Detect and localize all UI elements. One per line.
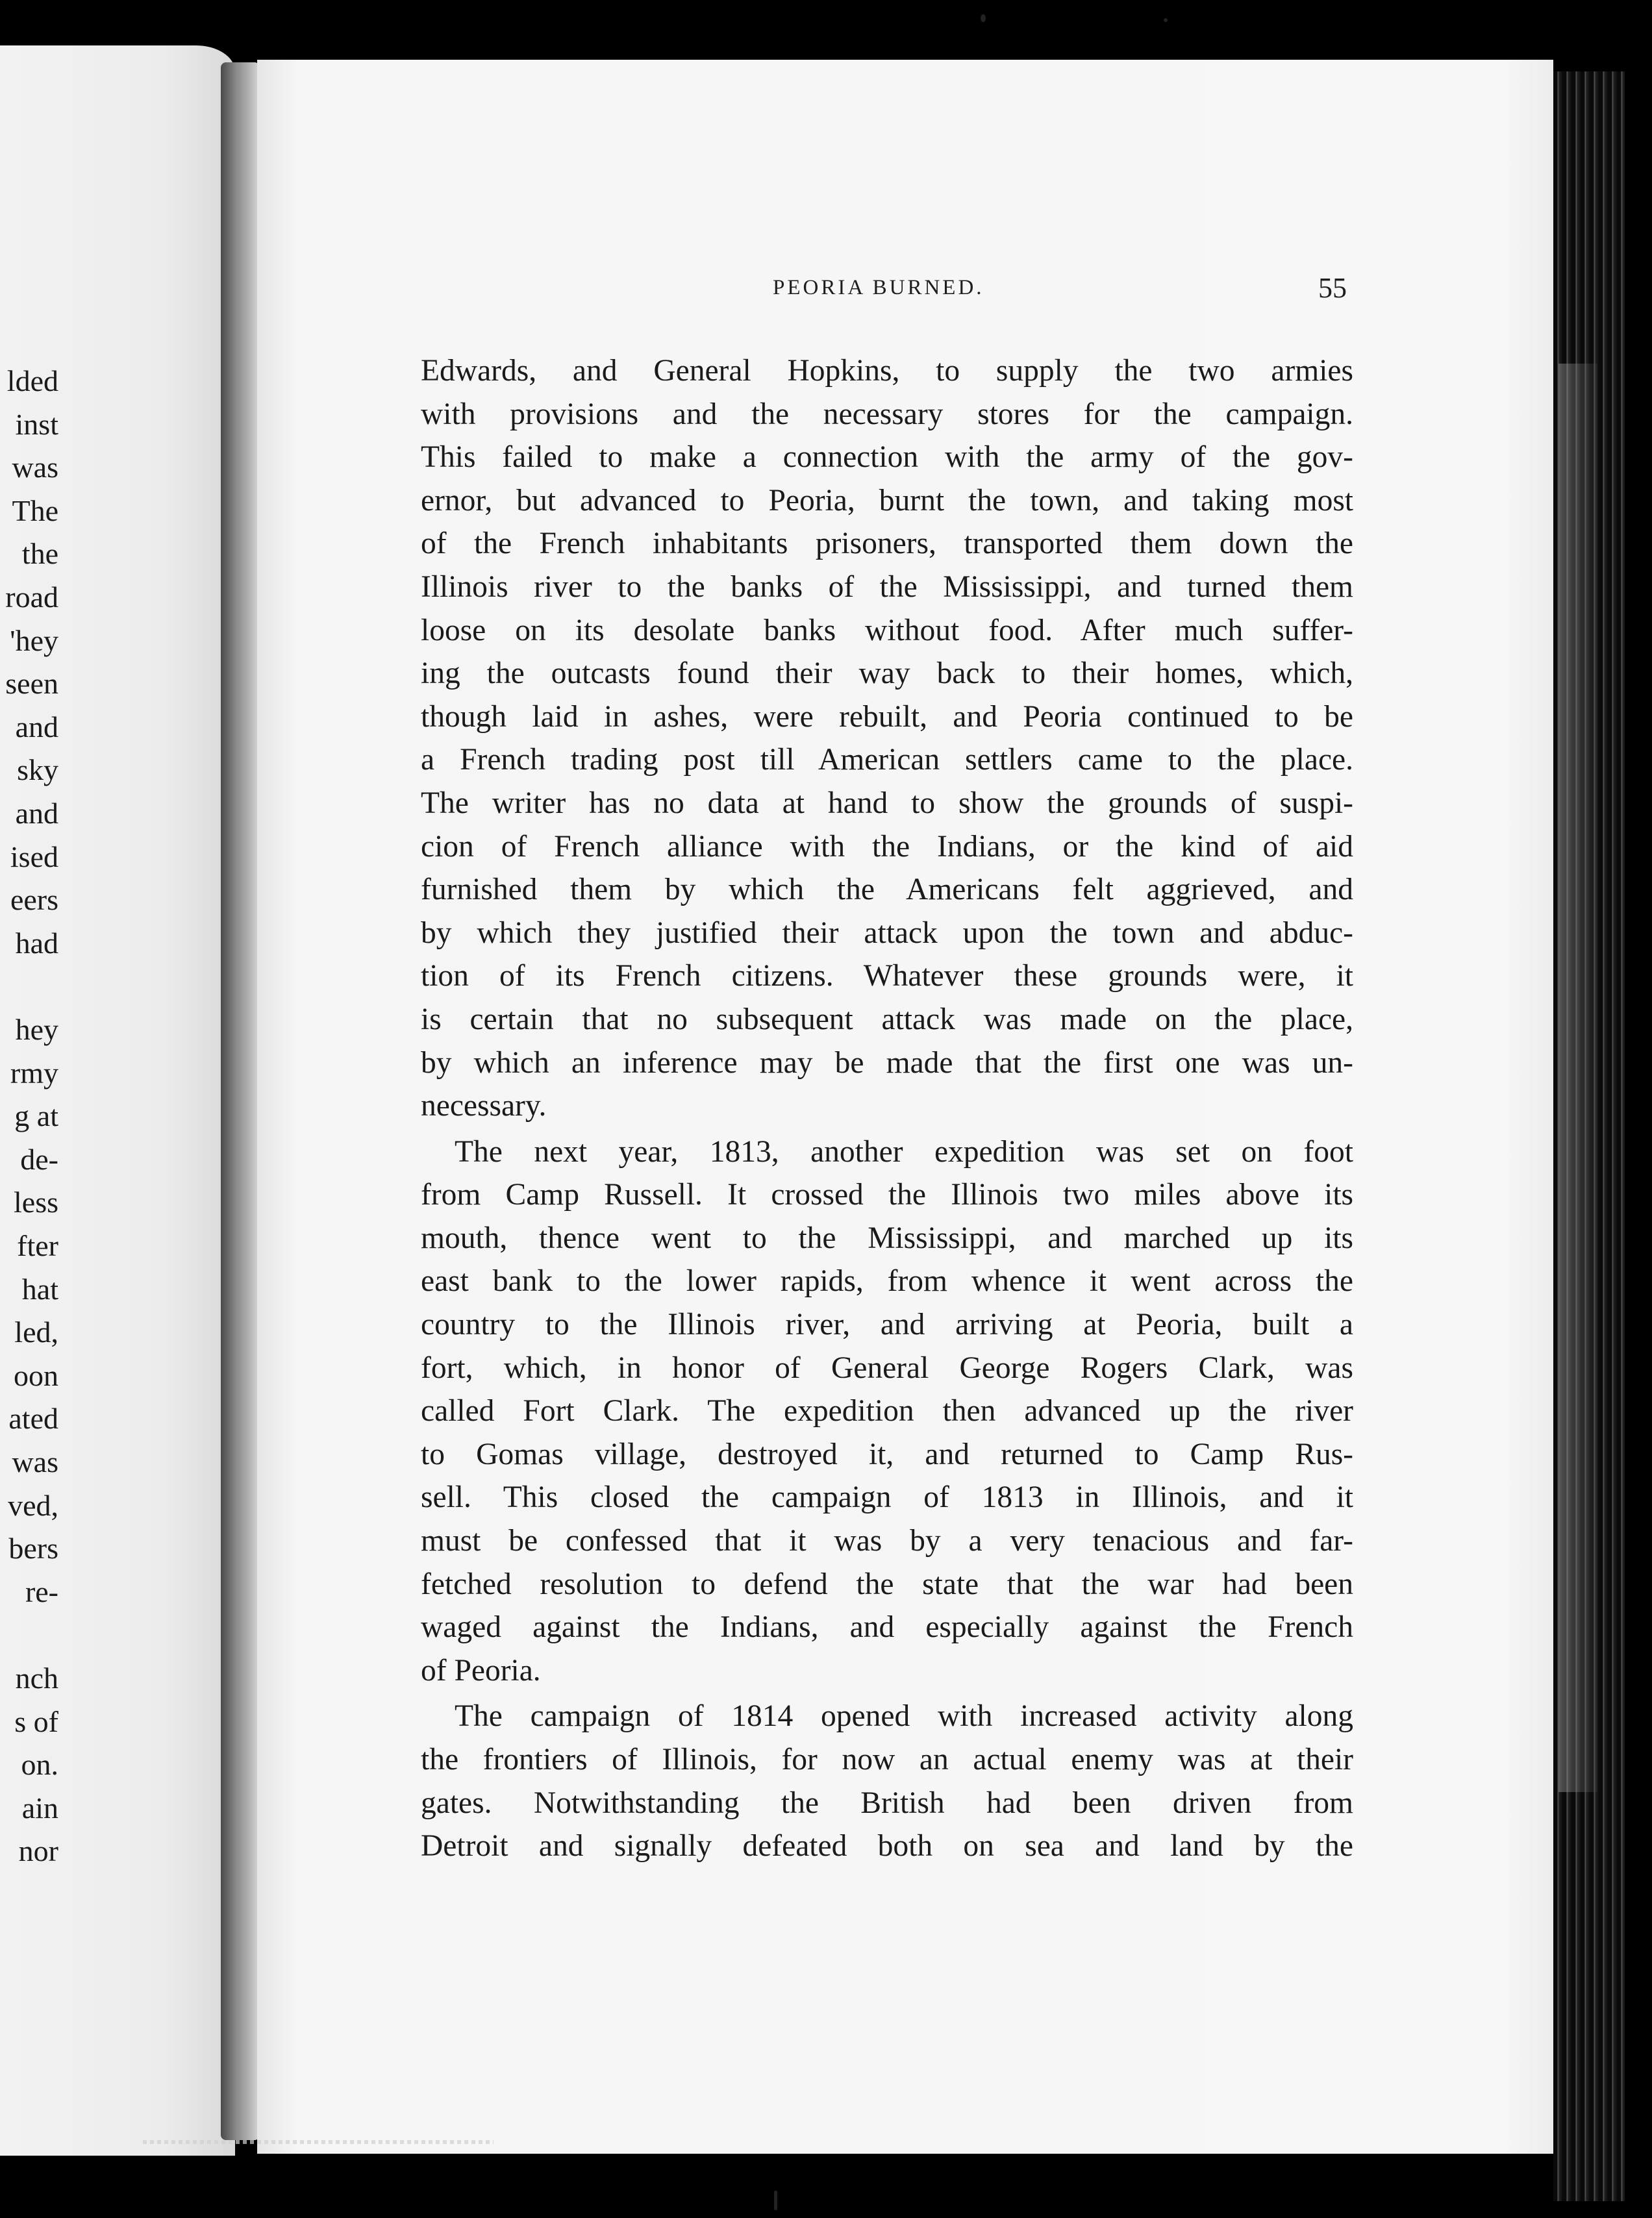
left-page-fragment: road [5,580,58,614]
left-page-fragment: had [15,926,58,960]
text-line: the frontiers of Illinois, for now an actual enemy was at their [421,1743,1353,1776]
body-text [421,349,1353,1868]
text-line: Illinois river to the banks of the Mississippi, and turned them [421,569,1353,604]
book-gutter [221,62,260,2140]
text-line: loose on its desolate banks without food. After much suffer- [421,613,1353,647]
dust-speck [981,14,986,22]
left-page-fragment: lded [6,364,58,397]
text-line: east bank to the lower rapids, from whence it went across the [421,1264,1353,1299]
text-line: to Gomas village, destroyed it, and returned to Camp Rus- [421,1437,1353,1471]
left-page-fragment: led, [14,1315,58,1349]
left-page-fragment: de- [20,1142,58,1176]
left-page-fragment: ised [10,840,58,873]
text-line: of Peoria. [421,1653,541,1688]
text-line: by which an inference may be made that the first one was un- [421,1045,1353,1080]
left-page-fragment: and [15,710,58,743]
running-head: PEORIA BURNED. [773,276,984,299]
left-page-fragment: seen [5,667,58,701]
left-page-fragment: on. [21,1748,58,1782]
text-line: ing the outcasts found their way back to their homes, which, [421,656,1353,691]
text-line: with provisions and the necessary stores for the campaign. [421,397,1353,431]
text-line: waged against the Indians, and especially against the French [421,1610,1353,1645]
text-line: by which they justified their attack upon the town and abduc- [421,916,1353,950]
text-line: gates. Notwithstanding the British had been driven from [421,1786,1353,1820]
text-line: country to the Illinois river, and arriving at Peoria, built a [421,1308,1353,1342]
text-line: must be confessed that it was by a very tenacious and far- [421,1524,1353,1558]
text-line: sell. This closed the campaign of 1813 in Illinois, and it [421,1480,1353,1515]
left-page-fragment: eers [10,883,58,917]
text-line: necessary. [421,1089,547,1123]
dust-speck [774,2191,777,2210]
text-line: Detroit and signally defeated both on sea and land by the [421,1829,1353,1863]
text-line: fetched resolution to defend the state that the war had been [421,1567,1353,1601]
text-line: tion of its French citizens. Whatever these grounds were, it [421,959,1353,993]
text-line: is certain that no subsequent attack was made on the place, [421,1002,1353,1036]
left-page-fragment: s of [14,1704,58,1738]
text-line: The writer has no data at hand to show the grounds of suspi- [421,786,1353,820]
bottom-edge-marks [143,2140,494,2144]
left-page-fragment: nch [15,1662,58,1695]
left-page-fragment: ved, [8,1488,58,1522]
left-page-fragment: sky [17,753,58,787]
text-line: from Camp Russell. It crossed the Illinois two miles above its [421,1178,1353,1212]
left-page-fragment: hat [21,1272,58,1306]
facing-left-page [0,45,235,2156]
text-line: The next year, 1813, another expedition was set on foot [455,1134,1353,1169]
left-page-fragment: 'hey [10,623,58,657]
left-page-fragment: the [21,537,58,571]
text-line: of the French inhabitants prisoners, transported them down the [421,527,1353,561]
text-line: Edwards, and General Hopkins, to supply the two armies [421,354,1353,388]
left-page-fragment: ain [21,1791,58,1825]
text-line: This failed to make a connection with the army of the gov- [421,440,1353,475]
text-line: cion of French alliance with the Indians, or the kind of aid [421,829,1353,864]
left-page-fragment: was [12,1445,58,1478]
dust-speck [1164,18,1168,22]
text-line: mouth, thence went to the Mississippi, and marched up its [421,1221,1353,1255]
page-edges-highlight [1558,364,1597,1792]
text-line: ernor, but advanced to Peoria, burnt the town, and taking most [421,483,1353,517]
left-page-fragment: was [12,451,58,484]
left-page-fragment: The [12,493,58,527]
left-page-fragment: oon [14,1358,58,1392]
text-line: fort, which, in honor of General George Rogers Clark, was [421,1351,1353,1385]
left-page-fragment: re- [25,1575,58,1608]
left-page-fragment: less [14,1186,58,1219]
text-line: a French trading post till American settlers came to the place. [421,743,1353,777]
text-line: called Fort Clark. The expedition then advanced up the river [421,1394,1353,1428]
text-line: The campaign of 1814 opened with increased activity along [455,1699,1353,1734]
text-line: furnished them by which the Americans felt aggrieved, and [421,873,1353,907]
left-page-fragment: and [15,797,58,830]
left-page-fragment: g at [14,1099,58,1133]
left-page-fragment: nor [18,1834,58,1868]
page-number: 55 [1318,272,1347,304]
left-page-fragment: bers [8,1532,58,1565]
text-line: though laid in ashes, were rebuilt, and Peoria continued to be [421,699,1353,734]
left-page-fragment: rmy [10,1056,58,1090]
left-page-fragment: fter [17,1229,58,1262]
left-page-fragment: inst [15,407,58,441]
left-page-fragment: hey [15,1013,58,1046]
left-page-fragment: ated [8,1402,58,1436]
